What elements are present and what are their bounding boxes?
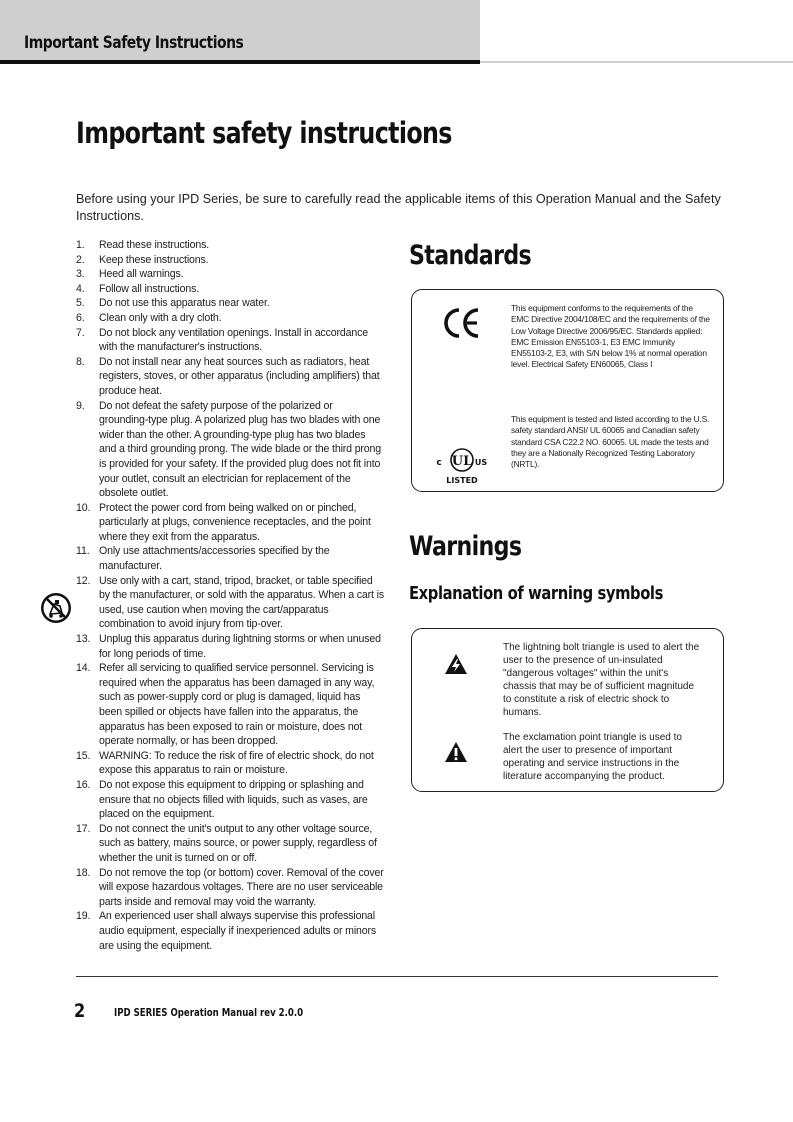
instruction-number: 6. [76,311,85,324]
instruction-text: Do not remove the top (or bottom) cover. Removal of the cover will expose hazardous voltages. There are no user serviceable parts inside and removal may void the warranty. [99,866,384,908]
instruction-number: 9. [76,399,85,412]
instruction-item [76,866,384,910]
instruction-text: WARNING: To reduce the risk of fire of electric shock, do not expose this apparatus to rain or moisture. [99,749,374,777]
header-rule [0,60,480,64]
footer-rule [76,976,718,977]
instruction-text: Follow all instructions. [99,282,200,295]
ul-listed-icon [434,447,490,491]
instruction-number: 3. [76,268,85,281]
instruction-text: Do not connect the unit's output to any other voltage source, such as battery, mains source, or power supply, regardless of whether the unit is turned on or off. [99,822,377,864]
instruction-number: 1. [76,239,85,251]
instruction-number: 2. [76,253,85,266]
lightning-bolt-triangle-icon [444,653,468,675]
instruction-number: 8. [76,355,85,368]
page-number: 2 [74,1000,86,1022]
ul-compliance-text: This equipment is tested and listed according to the U.S. safety standard ANSI/ UL 60065 and Canadian safety standard CSA C22.2 NO. 60065. UL made the tests and they are a Nationally Recognized Testing Laboratory (NRTL). [511,414,710,470]
instruction-text: Clean only with a dry cloth. [99,311,222,324]
standards-heading: Standards [409,240,532,271]
instruction-number: 10. [76,501,91,514]
instruction-text: Read these instructions. [99,239,210,251]
instruction-item [76,632,384,661]
instruction-text: Do not block any ventilation openings. Install in accordance with the manufacturer's instructions. [99,326,368,354]
ul-us-text: US [474,458,488,467]
instruction-item [76,501,384,545]
instruction-item [76,574,384,632]
instruction-number: 19. [76,910,91,923]
instruction-text: Do not install near any heat sources such as radiators, heat registers, stoves, or other apparatus (including amplifiers) that produce heat. [99,355,380,397]
instruction-item [76,326,384,355]
warnings-heading: Warnings [409,531,522,562]
instruction-text: Protect the power cord from being walked on or pinched, particularly at plugs, convenience receptacles, and the point where they exit from the apparatus. [99,501,371,543]
instruction-item [76,544,384,573]
instruction-item [76,253,384,268]
instruction-number: 12. [76,574,91,587]
instruction-list [76,238,384,953]
ul-listed-text: LISTED [446,476,478,485]
instruction-text: Keep these instructions. [99,253,209,266]
instruction-item [76,778,384,822]
instruction-text: An experienced user shall always supervise this professional audio equipment, especially if inexperienced adults or minors are using the equipment. [99,910,377,952]
instruction-item [76,311,384,326]
instruction-text: Unplug this apparatus during lightning storms or when unused for long periods of time. [99,633,381,660]
warning-symbols-box [411,628,724,792]
instruction-number: 5. [76,297,85,310]
exclamation-warning-text: The exclamation point triangle is used to alert the user to presence of important operating and service instructions in the literature accompanying the product. [503,732,682,782]
ul-logo-text: UL [451,454,473,469]
cart-tip-over-icon [40,592,72,624]
instruction-item [76,661,384,749]
instruction-number: 18. [76,866,91,879]
instruction-text: Do not defeat the safety purpose of the polarized or grounding-type plug. A polarized plug has two blades with one wider than the other. A grounding-type plug has two blades and a third grounding prong. The wide blade or the third prong is provided for your safety. If the provided plug does not fit into your outlet, consult an electrician for replacement of the obsolete outlet. [99,399,382,500]
instruction-text: Do not use this apparatus near water. [99,297,270,310]
page-title: Important safety instructions [76,116,452,150]
instruction-number: 13. [76,633,91,646]
instruction-item [76,822,384,866]
ce-mark-icon [442,305,482,341]
header-title: Important Safety Instructions [24,33,244,53]
instruction-item [76,749,384,778]
instruction-number: 14. [76,662,91,675]
instruction-number: 11. [76,545,90,558]
instruction-item [76,909,384,953]
warning-symbols-subheading: Explanation of warning symbols [409,583,663,604]
instruction-text: Use only with a cart, stand, tripod, bracket, or table specified by the manufacturer, or sold with the apparatus. When a cart is used, use caution when moving the cart/apparatus combination to avoid injury from tip-over. [99,574,384,631]
instruction-text: Only use attachments/accessories specified by the manufacturer. [99,545,330,573]
instruction-item [76,238,384,253]
instruction-number: 7. [76,326,85,339]
instruction-item [76,282,384,297]
ul-c-text: c [436,458,442,468]
instruction-number: 17. [76,822,91,835]
ce-compliance-text: This equipment conforms to the requirements of the EMC Directive 2004/108/EC and the requirements of the Low Voltage Directive 2006/95/EC. Standards applied: EMC Emission EN55103-1, E3 EMC Immunity EN55103-2, E3, with S/N below 1% at normal operation level. Electrical Safety EN60065, Class I [511,303,710,370]
intro-paragraph: Before using your IPD Series, be sure to carefully read the applicable items of this Operation Manual and the Safety Instructions. [76,192,721,223]
exclamation-triangle-icon [444,741,468,763]
instruction-item [76,296,384,311]
instruction-text: Do not expose this equipment to dripping or splashing and ensure that no objects filled with liquids, such as vases, are placed on the equipment. [99,778,368,821]
instruction-item [76,355,384,399]
instruction-number: 15. [76,749,91,762]
lightning-warning-text: The lightning bolt triangle is used to alert the user to the presence of un-insulated "dangerous voltages" within the unit's chassis that may be of sufficient magnitude to constitute a risk of electric shock to humans. [503,642,700,718]
instruction-text: Heed all warnings. [99,268,184,281]
instruction-item [76,399,384,501]
instruction-number: 4. [76,282,85,295]
manual-title: IPD SERIES Operation Manual rev 2.0.0 [114,1006,304,1019]
standards-box [411,289,724,492]
instruction-text: Refer all servicing to qualified service personnel. Servicing is required when the apparatus has been damaged in any way, such as power-supply cord or plug is damaged, liquid has been spilled or objects have fallen into the apparatus, the apparatus has been exposed to rain or moisture, does not operate normally, or has been dropped. [99,662,375,748]
instruction-item [76,267,384,282]
header-rule-light [480,61,793,63]
instruction-number: 16. [76,778,91,791]
